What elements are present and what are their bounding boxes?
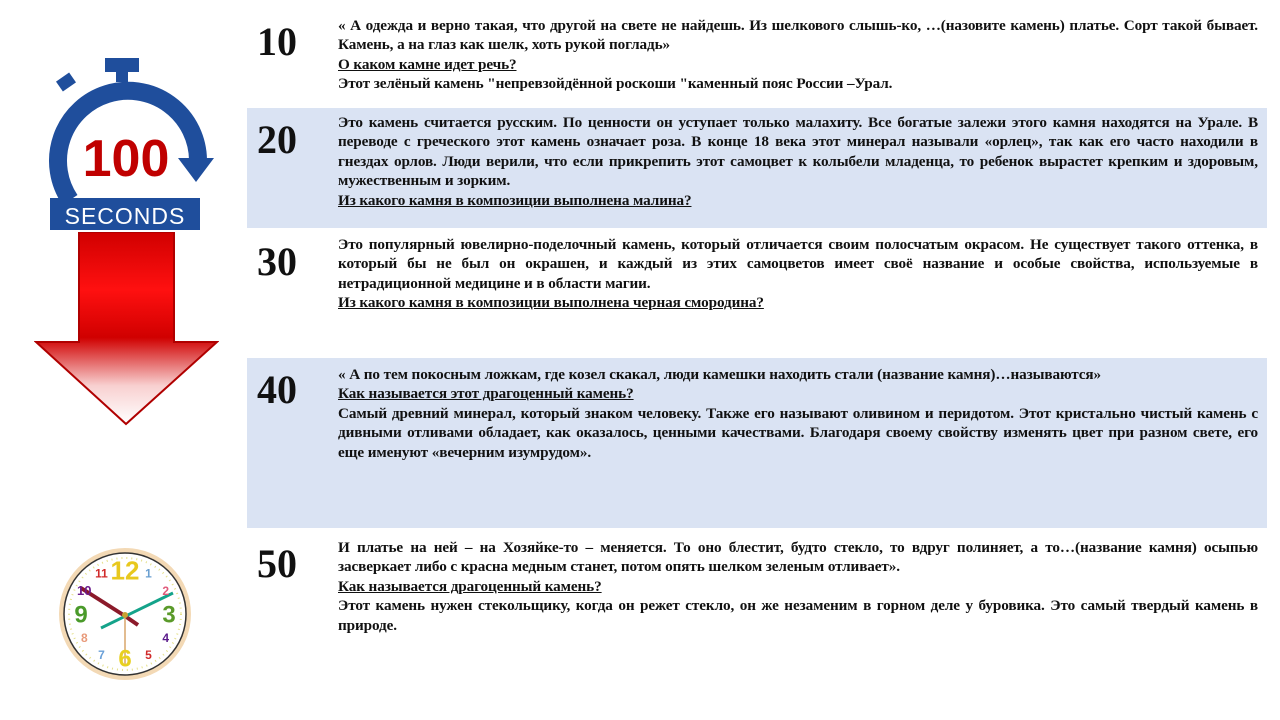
hint-text: Этот зелёный камень "непревзойдённой роскоши "каменный пояс России –Урал. [338,75,893,93]
question-prompt: Как называется драгоценный камень? [338,577,602,595]
question-row-30 [247,230,1267,355]
points-label: 30 [257,239,297,284]
clock-numeral: 5 [145,648,152,663]
question-row-40 [247,358,1267,528]
description-text: Это камень считается русским. По ценности он уступает только малахиту. Все богатые залежи этого камня находятся на Урале. В переводе с греческого этот камень означает роза. В конце 18 века этот минерал называли «орлец», так как его часто находили в гнездах орлов. Люди верили, что если прикрепить этот самоцвет к колыбели младенца, то ребенок вырастет крепким и здоровым, мужественным и зорким. [338,114,1258,190]
clock-numeral: 3 [162,601,176,629]
quote-text: И платье на ней – на Хозяйке-то – меняется. То оно блестит, будто стекло, то вдруг полиняет, а то…(название камня) осыпью засверкает либо с красна медным станет, потом опять шелком зеленым отливает». [338,539,1258,576]
points-label: 40 [257,367,297,412]
clock-numeral: 1 [145,566,152,581]
question-text [338,365,1258,462]
timer-number: 100 [82,130,170,188]
question-row-10 [247,12,1267,106]
quote-text: « А по тем покосным ложкам, где козел скакал, люди камешки находить стали (название камня)…называются» [338,366,1102,383]
hint-text: Этот камень нужен стекольщику, когда он режет стекло, он же незаменим в горном деле у буровика. Это самый твердый камень в природе. [338,597,1258,634]
quote-text: « А одежда и верно такая, что другой на свете не найдешь. Из шелкового слышь-ко, …(назовите камень) платье. Сорт такой бывает. Камень, а на глаз как шелк, хоть рукой погладь» [338,17,1258,54]
clock-numeral: 2 [162,583,170,598]
clock-numeral: 6 [118,645,132,673]
points-label: 50 [257,541,297,586]
points-label: 10 [257,19,297,64]
question-row-50 [247,532,1267,682]
question-text [338,538,1258,635]
question-row-20 [247,108,1267,228]
clock-numeral: 12 [110,555,140,586]
question-prompt: О каком камне идет речь? [338,55,517,73]
question-text [338,235,1258,313]
question-text [338,113,1258,210]
clock-numeral: 7 [98,648,105,663]
question-prompt: Из какого камня в композиции выполнена малина? [338,191,692,209]
question-prompt: Из какого камня в композиции выполнена черная смородина? [338,294,764,312]
clock-numeral: 4 [162,630,170,645]
stopwatch-100-seconds-icon [30,50,220,230]
hint-text: Самый древний минерал, который знаком человеку. Также его называют оливином и перидотом. Этот кристально чистый камень с дивными отливами обладает, как оказалось, ценными качествами. Благодаря своему свойству изменять цвет при разном свете, его еще именуют «вечерним изумрудом». [338,404,1258,461]
clock-numeral: 8 [80,630,88,645]
question-prompt: Как называется этот драгоценный камень? [338,385,634,403]
clock-numeral: 9 [74,601,88,629]
clock-numeral: 10 [77,583,92,599]
timer-label: SECONDS [64,203,186,229]
clock-icon [56,545,194,683]
clock-numeral: 11 [95,566,108,581]
points-label: 20 [257,117,297,162]
question-text [338,16,1258,94]
down-arrow-icon [34,232,219,432]
description-text: Это популярный ювелирно-поделочный камень, который отличается своим полосчатым окрасом. Не существует такого оттенка, в который бы не был он окрашен, и каждый из этих самоцветов имеет своё название и особые свойства, используемые в нетрадиционной медицине и в области магии. [338,236,1258,292]
